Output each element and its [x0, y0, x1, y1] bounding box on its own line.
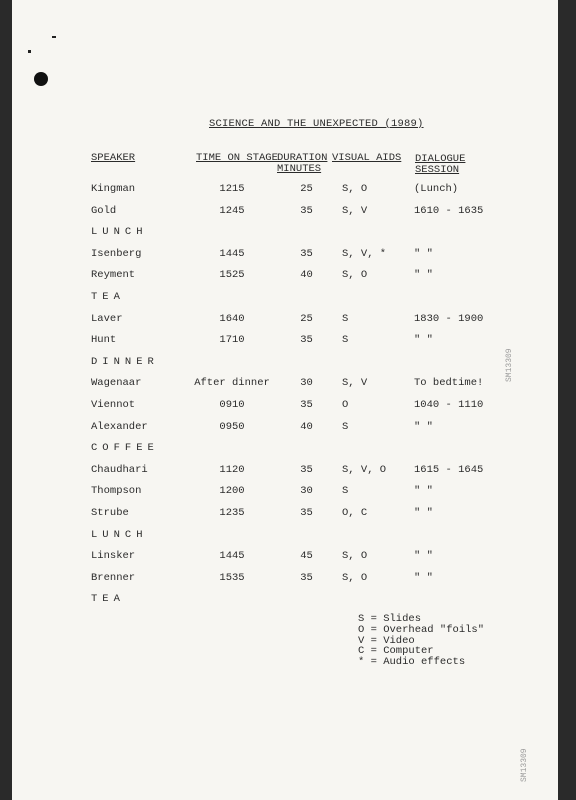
- time-on-stage: 0950: [219, 420, 245, 433]
- visual-aids: S, V, O: [342, 463, 387, 476]
- dialogue-session: " ": [414, 334, 433, 347]
- dialogue-session: " ": [414, 269, 433, 282]
- break-label: LUNCH: [91, 528, 148, 541]
- speaker-name: Wagenaar: [91, 377, 142, 390]
- speaker-name: Gold: [91, 204, 117, 217]
- duration-minutes: 30: [300, 485, 313, 498]
- dialogue-session: " ": [414, 247, 433, 260]
- duration-minutes: 35: [300, 399, 313, 411]
- time-on-stage: 1120: [219, 463, 245, 476]
- duration-minutes: 35: [300, 463, 313, 476]
- time-on-stage: 1710: [219, 334, 245, 347]
- visual-aids: S, O: [342, 183, 368, 195]
- dialogue-session: 1040 - 1110: [414, 399, 484, 411]
- speaker-name: Viennot: [91, 399, 136, 411]
- time-on-stage: 1245: [219, 204, 245, 217]
- dialogue-session: To bedtime!: [414, 377, 484, 390]
- dialogue-session: " ": [414, 420, 433, 433]
- visual-aids: S, O: [342, 550, 368, 563]
- time-on-stage: 1215: [219, 183, 245, 195]
- legend-item: C = Computer: [358, 645, 434, 658]
- table-row: [12, 399, 558, 413]
- duration-minutes: 25: [300, 183, 313, 195]
- legend-item: V = Video: [358, 634, 415, 647]
- visual-aids: S, O: [342, 269, 368, 282]
- dialogue-session: " ": [414, 550, 433, 563]
- table-row: [12, 313, 558, 327]
- table-row: [12, 205, 558, 219]
- visual-aids: S, V, *: [342, 247, 387, 260]
- legend-item: O = Overhead "foils": [358, 623, 485, 636]
- table-row: [12, 550, 558, 564]
- speaker-name: Isenberg: [91, 247, 142, 260]
- table-row: [12, 377, 558, 391]
- table-row: [12, 334, 558, 348]
- break-label: TEA: [91, 593, 125, 606]
- speaker-name: Linsker: [91, 550, 136, 563]
- header-duration-line1: DURATION: [277, 152, 328, 164]
- dialogue-session: 1610 - 1635: [414, 204, 484, 217]
- legend: [358, 614, 484, 668]
- legend-item: S = Slides: [358, 613, 422, 625]
- archive-stamp-bottom: SM13309: [520, 748, 529, 782]
- table-row: [12, 572, 558, 586]
- visual-aids: S, O: [342, 571, 368, 584]
- speaker-name: Thompson: [91, 485, 142, 498]
- break-label: LUNCH: [91, 226, 148, 239]
- punch-hole: [34, 72, 48, 86]
- header-visual: VISUAL AIDS: [332, 152, 402, 164]
- duration-minutes: 40: [300, 420, 313, 433]
- speaker-name: Reyment: [91, 269, 136, 282]
- header-time: TIME ON STAGE: [196, 152, 278, 164]
- visual-aids: O, C: [342, 507, 368, 519]
- document-page: [12, 0, 558, 800]
- speaker-name: Hunt: [91, 334, 117, 347]
- duration-minutes: 35: [300, 204, 313, 217]
- time-on-stage: After dinner: [194, 377, 270, 390]
- dialogue-session: 1615 - 1645: [414, 463, 484, 476]
- visual-aids: S: [342, 334, 349, 347]
- speaker-name: Kingman: [91, 183, 136, 195]
- duration-minutes: 40: [300, 269, 313, 282]
- speaker-name: Alexander: [91, 420, 148, 433]
- table-row: [12, 507, 558, 521]
- visual-aids: S: [342, 312, 349, 325]
- document-title: SCIENCE AND THE UNEXPECTED (1989): [209, 118, 424, 130]
- dialogue-session: (Lunch): [414, 183, 459, 195]
- visual-aids: S: [342, 420, 349, 433]
- time-on-stage: 1445: [219, 247, 245, 260]
- duration-minutes: 35: [300, 334, 313, 347]
- time-on-stage: 1200: [219, 485, 245, 498]
- legend-item: * = Audio effects: [358, 656, 466, 669]
- table-row: [12, 421, 558, 435]
- time-on-stage: 1235: [219, 507, 245, 519]
- table-row: [12, 248, 558, 262]
- speaker-name: Strube: [91, 507, 129, 519]
- time-on-stage: 0910: [219, 399, 245, 411]
- time-on-stage: 1640: [219, 312, 245, 325]
- archive-stamp-side: SM13309: [505, 348, 514, 382]
- dialogue-session: " ": [414, 507, 433, 519]
- time-on-stage: 1445: [219, 550, 245, 563]
- table-row: [12, 269, 558, 283]
- dialogue-session: 1830 - 1900: [414, 312, 484, 325]
- break-label: DINNER: [91, 355, 159, 368]
- ink-speck: [52, 36, 56, 38]
- speaker-name: Chaudhari: [91, 463, 148, 476]
- break-label: TEA: [91, 291, 125, 303]
- dialogue-session: " ": [414, 485, 433, 498]
- header-duration-line2: MINUTES: [277, 163, 322, 175]
- speaker-name: Laver: [91, 312, 123, 325]
- duration-minutes: 35: [300, 247, 313, 260]
- duration-minutes: 30: [300, 377, 313, 390]
- header-dialogue-line2: SESSION: [415, 164, 460, 176]
- table-row: [12, 183, 558, 197]
- speaker-name: Brenner: [91, 571, 136, 584]
- visual-aids: O: [342, 399, 349, 411]
- duration-minutes: 35: [300, 507, 313, 519]
- duration-minutes: 25: [300, 312, 313, 325]
- duration-minutes: 45: [300, 550, 313, 563]
- table-row: [12, 464, 558, 478]
- header-speaker: SPEAKER: [91, 152, 136, 164]
- dialogue-session: " ": [414, 571, 433, 584]
- time-on-stage: 1535: [219, 571, 245, 584]
- visual-aids: S: [342, 485, 349, 498]
- visual-aids: S, V: [342, 377, 368, 390]
- visual-aids: S, V: [342, 204, 368, 217]
- duration-minutes: 35: [300, 571, 313, 584]
- ink-speck: [28, 50, 31, 53]
- table-row: [12, 485, 558, 499]
- header-dialogue-line1: DIALOGUE: [415, 153, 466, 165]
- time-on-stage: 1525: [219, 269, 245, 282]
- break-label: COFFEE: [91, 442, 159, 455]
